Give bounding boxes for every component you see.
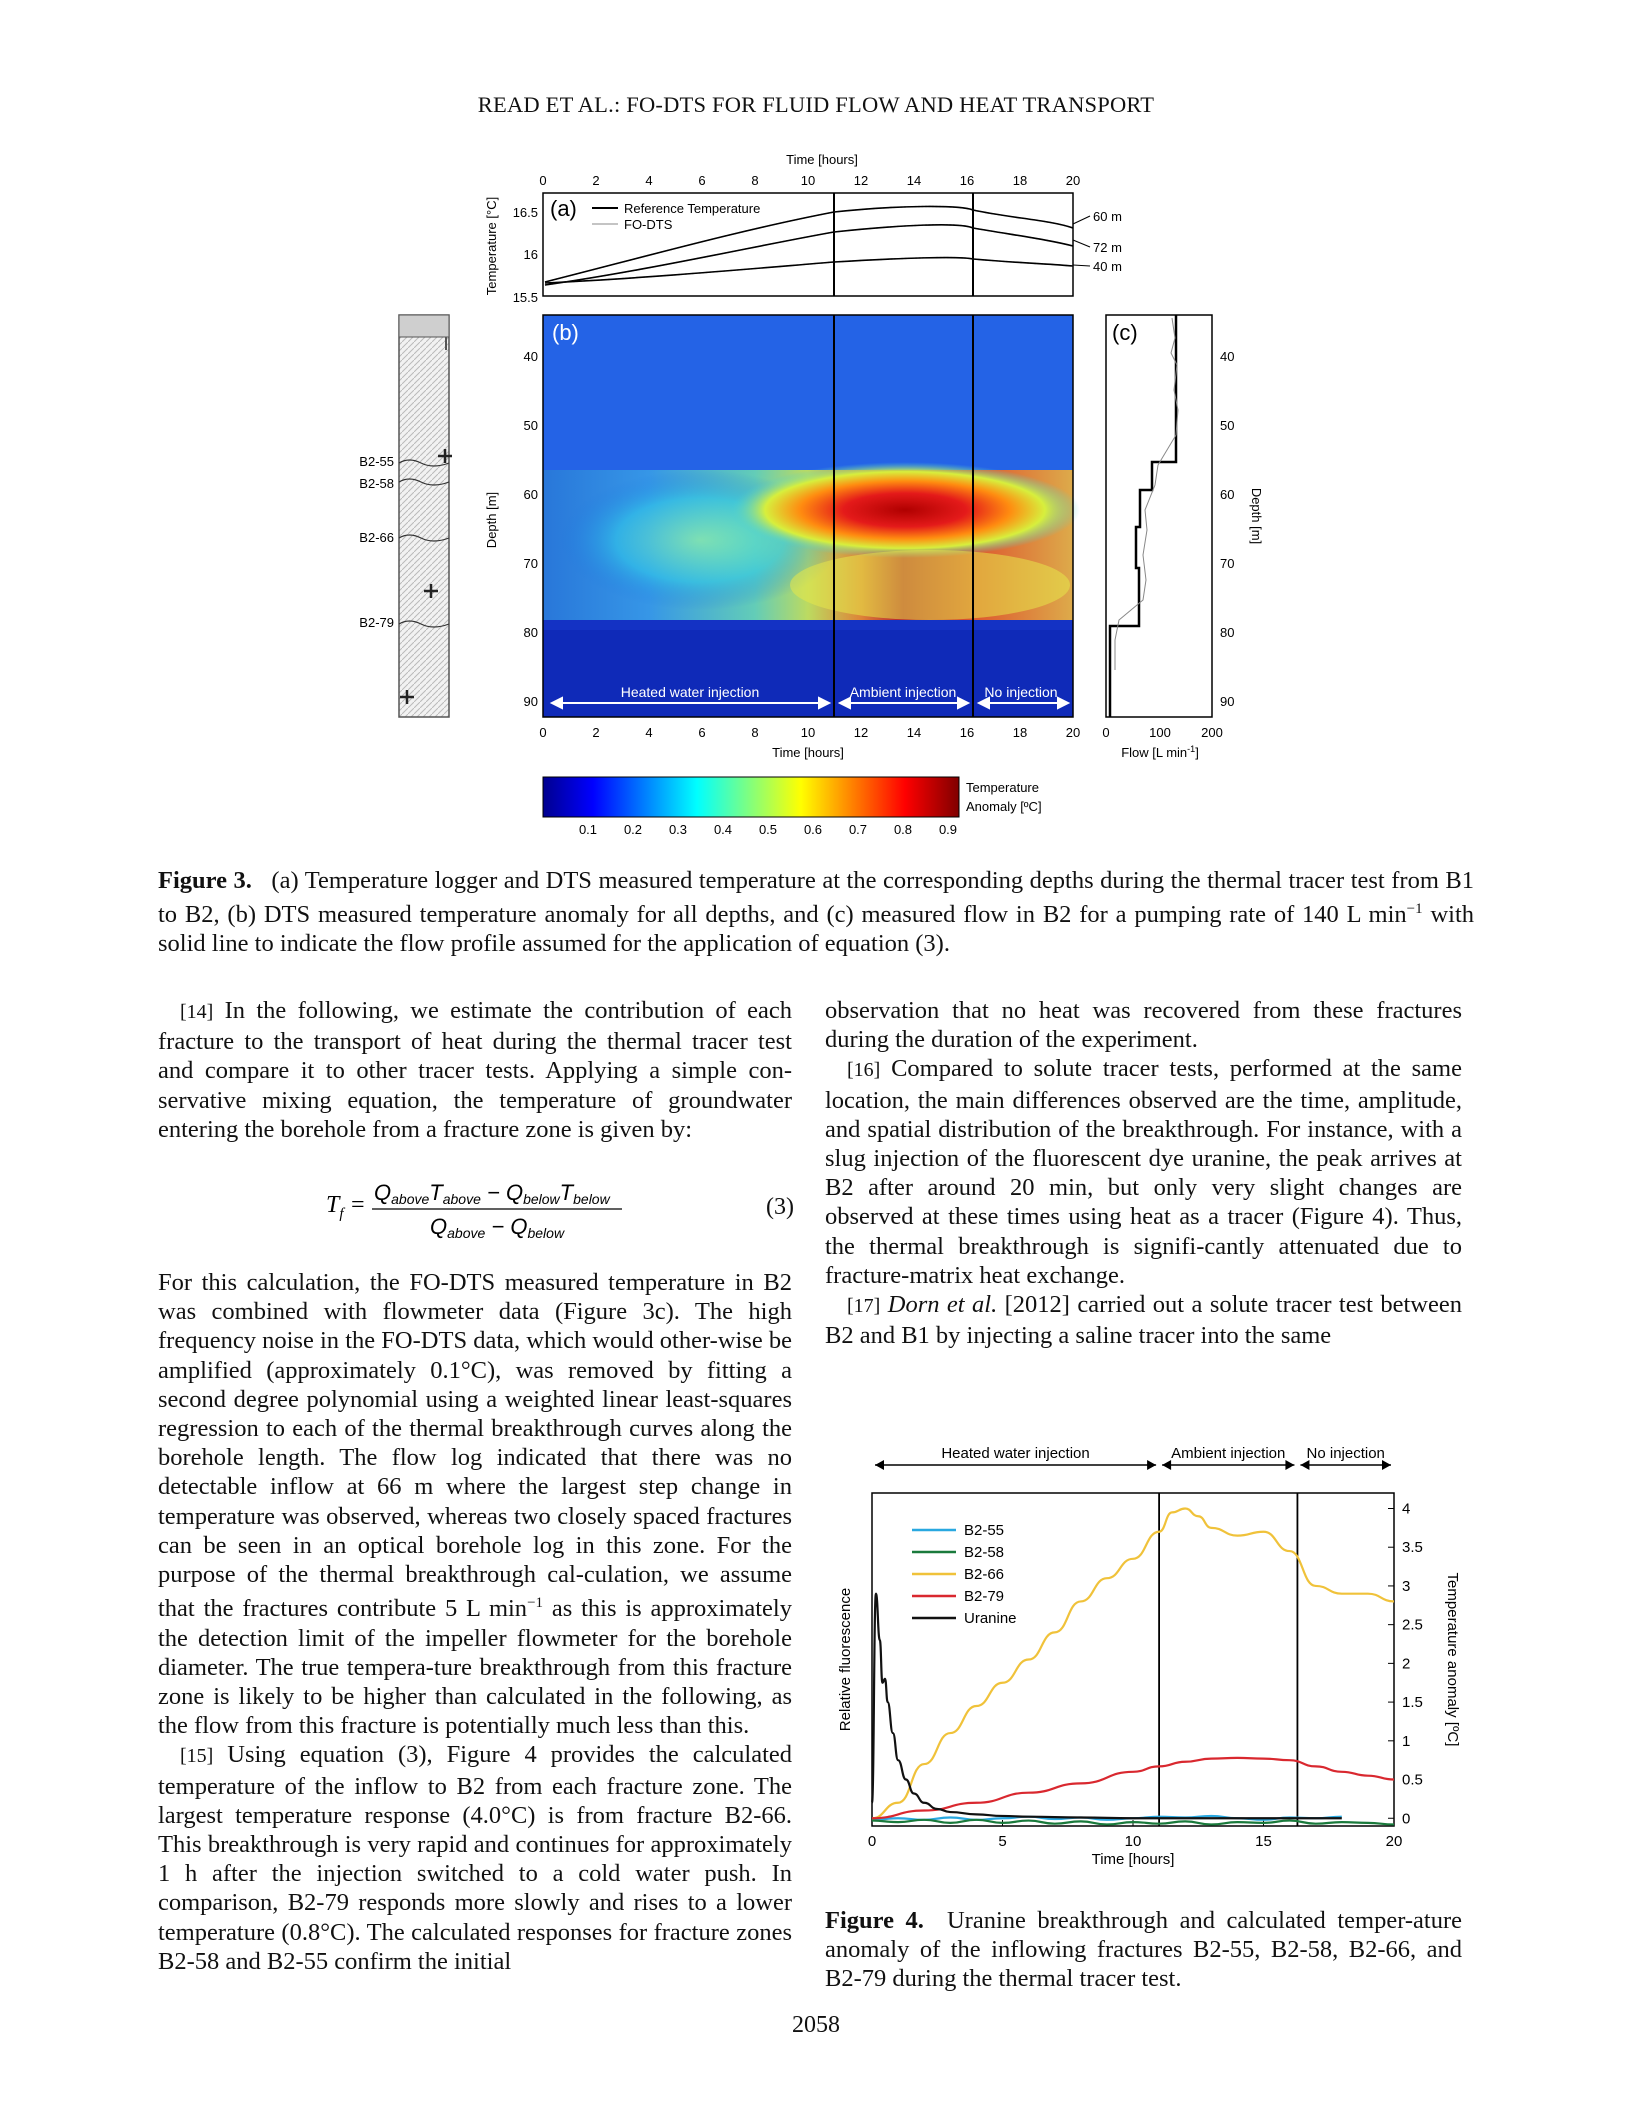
svg-text:50: 50 xyxy=(1220,418,1235,433)
paragraph-17: [17] Dorn et al. [2012] carried out a solute tracer test between B2 and B1 by injecting a saline tracer into the same xyxy=(825,1291,1462,1350)
svg-text:4: 4 xyxy=(645,173,653,188)
svg-text:14: 14 xyxy=(906,725,922,740)
x-tick-label: 10 xyxy=(1124,1833,1142,1850)
svg-text:0.9: 0.9 xyxy=(938,822,958,837)
y-tick-label: 2 xyxy=(1402,1655,1411,1673)
svg-text:16: 16 xyxy=(959,173,975,188)
legend-label: B2-66 xyxy=(964,1566,1005,1583)
left-column-bottom xyxy=(158,1268,792,1976)
svg-text:200: 200 xyxy=(1201,725,1223,740)
svg-text:20: 20 xyxy=(1065,725,1081,740)
phase-label: No injection xyxy=(1306,1445,1385,1462)
panel-a-legend-reference: Reference Temperature xyxy=(624,201,761,216)
svg-text:0.6: 0.6 xyxy=(803,822,823,837)
svg-text:10: 10 xyxy=(800,173,816,188)
borehole-label-b2-79: B2-79 xyxy=(359,615,394,630)
panel-c-xlabel: Flow [L $\min^{-1}$] xyxy=(1121,744,1199,760)
phase-label: Heated water injection xyxy=(941,1445,1090,1462)
y-tick-label: 4 xyxy=(1402,1500,1411,1518)
borehole-label-b2-55: B2-55 xyxy=(359,454,394,469)
equation-number: (3) xyxy=(766,1194,794,1220)
svg-text:15.5: 15.5 xyxy=(512,290,538,305)
panel-b-phase-none: No injection xyxy=(984,684,1058,700)
figure-3 xyxy=(0,0,1632,850)
svg-text:0.5: 0.5 xyxy=(758,822,778,837)
panel-c-label: (c) xyxy=(1112,320,1138,345)
figure-4-chart xyxy=(820,1385,1480,1868)
panel-a-legend-fodts: FO-DTS xyxy=(624,217,673,232)
borehole-log xyxy=(359,315,452,717)
svg-text:0: 0 xyxy=(1102,725,1110,740)
x-tick-label: 15 xyxy=(1255,1833,1272,1850)
panel-b-label: (b) xyxy=(552,320,579,345)
svg-text:10: 10 xyxy=(800,725,816,740)
panel-a-yticks xyxy=(513,205,538,305)
svg-text:0: 0 xyxy=(539,725,547,740)
y-tick-label: 3 xyxy=(1402,1577,1411,1595)
svg-text:40: 40 xyxy=(1220,349,1235,364)
figure-4-plot-frame xyxy=(872,1493,1394,1826)
svg-text:18: 18 xyxy=(1012,173,1028,188)
panel-b-ylabel: Depth [m] xyxy=(484,491,499,549)
svg-text:20: 20 xyxy=(1065,173,1081,188)
svg-text:Tf =: $T_f$ = xyxy=(326,1192,366,1222)
colorbar xyxy=(543,777,1042,837)
svg-text:70: 70 xyxy=(523,556,538,571)
paragraph-14: [14] In the following, we estimate the contribution of each fracture to the transport of heat during the thermal tracer test and compare it to other tracer tests. Applying a simple con-servative mixing equation, the temperature of groundwater entering the borehole from a fracture zone is given by: xyxy=(158,997,792,1143)
borehole-label-b2-58: B2-58 xyxy=(359,476,394,491)
svg-text:8: 8 xyxy=(751,725,759,740)
y-tick-label: 1.5 xyxy=(1402,1694,1423,1712)
paragraph-continued: observation that no heat was recovered from these fractures during the duration of the experiment. xyxy=(825,997,1462,1054)
colorbar-label-2: Anomaly [ºC] xyxy=(966,799,1042,814)
x-tick-label: 0 xyxy=(867,1833,877,1850)
panel-a-top-axis-title: Time [hours] xyxy=(786,152,858,167)
svg-text:0.7: 0.7 xyxy=(848,822,868,837)
svg-text:0.4: 0.4 xyxy=(713,822,733,837)
page-number: 2058 xyxy=(792,2012,840,2038)
x-tick-label: 5 xyxy=(998,1833,1007,1850)
figure-3-caption-label: Figure 3. xyxy=(158,867,252,894)
panel-b-phase-heated: Heated water injection xyxy=(620,684,760,700)
figure-4-caption: Figure 4. Uranine breakthrough and calculated temper-ature anomaly of the inflowing fractures B2-55, B2-58, B2-66, and B2-79 during the thermal tracer test. xyxy=(825,1907,1462,1993)
panel-a-frame xyxy=(543,193,1073,296)
svg-text:90: 90 xyxy=(523,694,538,709)
running-header: READ ET AL.: FO-DTS FOR FLUID FLOW AND HEAT TRANSPORT xyxy=(477,92,1155,117)
panel-a-depth-60: 60 m xyxy=(1093,209,1122,224)
paragraph-16: [16] Compared to solute tracer tests, performed at the same location, the main differences observed are the time, amplitude, and spatial distribution of the breakthrough. For instance, with a slug injection of the fluorescent dye uranine, the peak arrives at B2 after around 20 min, but only very slight changes are observed at these times using heat as a tracer (Figure 4). Thus, the thermal breakthrough is signifi-cantly attenuated due to fracture-matrix heat exchange. xyxy=(825,1055,1462,1289)
svg-text:0.3: 0.3 xyxy=(668,822,688,837)
svg-text:60: 60 xyxy=(523,487,538,502)
y-tick-label: 3.5 xyxy=(1402,1539,1423,1557)
paragraph-calculation: For this calculation, the FO-DTS measured temperature in B2 was combined with flowmeter data (Figure 3c). The high frequency noise in the FO-DTS data, which would other-wise be amplified (approximately 0.1°C), was removed by fitting a second degree polynomial using a weighted linear least-squares regression to each of the thermal breakthrough curves along the borehole length. The flow log indicated that there was no detectable inflow at 66 m where the largest step change in temperature was observed, whereas two closely spaced fractures can be seen in an optical borehole log in this zone. For the purpose of the thermal breakthrough cal-culation, we assume that the fractures contribute 5 L $\min^{-1}$ as this is approximately the detection limit of the impeller flowmeter for the borehole diameter. The true tempera-ture breakthrough from this fracture zone is likely to be higher than calculated in the following, as the flow from this fracture is potentially much less than this. xyxy=(158,1269,792,1740)
svg-text:2: 2 xyxy=(592,725,600,740)
panel-b-yticks xyxy=(524,349,538,709)
legend-label: B2-79 xyxy=(964,1588,1005,1605)
svg-text:12: 12 xyxy=(853,173,869,188)
colorbar-label-1: Temperature xyxy=(966,780,1039,795)
svg-text:6: 6 xyxy=(698,173,706,188)
svg-text:0.1: 0.1 xyxy=(578,822,598,837)
figure-3-caption: Figure 3. (a) Temperature logger and DTS measured temperature at the corresponding depths during the thermal tracer test from B1 to B2, (b) DTS measured temperature anomaly for all depths, and (c) measured flow in B2 for a pumping rate of 140 L $\min^{-1}$ with solid line to indicate the flow profile assumed for the application of equation (3). xyxy=(158,867,1474,958)
panel-a-ylabel: Temperature [°C] xyxy=(484,196,499,296)
svg-text:0: 0 xyxy=(539,173,547,188)
svg-text:90: 90 xyxy=(1220,694,1235,709)
legend-label: B2-55 xyxy=(964,1522,1005,1539)
x-axis-label: Time [hours] xyxy=(1091,1851,1175,1868)
svg-text:2: 2 xyxy=(592,173,600,188)
panel-c-yticks xyxy=(1220,349,1234,709)
svg-text:QaboveTabove − QbelowTbelow: QaboveTabove − QbelowTbelow xyxy=(374,1180,610,1207)
left-column-top xyxy=(158,996,792,1144)
svg-text:100: 100 xyxy=(1149,725,1171,740)
figure-3-caption-text: (a) Temperature logger and DTS measured temperature at the corresponding depths during the thermal tracer test from B1 to B2, (b) DTS measured temperature anomaly for all depths, and (c) measured flow in B2 for a pumping rate of 140 L min xyxy=(158,867,1474,929)
svg-text:0.2: 0.2 xyxy=(623,822,643,837)
svg-text:18: 18 xyxy=(1012,725,1028,740)
colorbar-ticks xyxy=(579,822,957,837)
panel-a xyxy=(484,152,1122,305)
panel-b-xlabel: Time [hours] xyxy=(772,745,844,760)
svg-text:50: 50 xyxy=(523,418,538,433)
svg-text:80: 80 xyxy=(523,625,538,640)
svg-text:0.8: 0.8 xyxy=(893,822,913,837)
panel-a-label: (a) xyxy=(550,196,577,221)
y-tick-label: 0.5 xyxy=(1402,1771,1423,1789)
svg-text:6: 6 xyxy=(698,725,706,740)
panel-c-xticks xyxy=(1102,725,1222,740)
phase-label: Ambient injection xyxy=(1171,1445,1286,1462)
y-tick-label: 1 xyxy=(1402,1732,1411,1750)
equation-3 xyxy=(300,1174,800,1244)
svg-text:60: 60 xyxy=(1220,487,1235,502)
svg-text:16: 16 xyxy=(523,247,538,262)
panel-a-depth-72: 72 m xyxy=(1093,240,1122,255)
legend-label: B2-58 xyxy=(964,1544,1005,1561)
svg-text:40: 40 xyxy=(523,349,538,364)
y-axis-label-right: Temperature anomaly [ºC] xyxy=(1444,1572,1461,1747)
y-axis-label-left: Relative fluorescence xyxy=(837,1587,854,1732)
svg-text:Qabove − Qbelow: Qabove − Qbelow xyxy=(430,1214,565,1241)
svg-text:16.5: 16.5 xyxy=(512,205,538,220)
right-column-top xyxy=(825,996,1462,1350)
svg-text:12: 12 xyxy=(853,725,869,740)
panel-c xyxy=(1102,315,1264,760)
borehole-label-b2-66: B2-66 xyxy=(359,530,394,545)
panel-b-xticks xyxy=(539,725,1080,740)
x-tick-label: 20 xyxy=(1385,1833,1403,1850)
y-tick-label: 2.5 xyxy=(1402,1616,1423,1634)
panel-a-xticks xyxy=(539,173,1080,188)
svg-text:16: 16 xyxy=(959,725,975,740)
svg-text:14: 14 xyxy=(906,173,922,188)
panel-b-phase-ambient: Ambient injection xyxy=(849,684,957,700)
paragraph-15: [15] Using equation (3), Figure 4 provides the calculated temperature of the inflow to B2 from each fracture zone. The largest temperature response (4.0°C) is from fracture B2-66. This breakthrough is very rapid and continues for approximately 1 h after the injection switched to a cold water push. In comparison, B2-79 responds more slowly and rises to a lower temperature (0.8°C). The calculated responses for fracture zones B2-58 and B2-55 confirm the initial xyxy=(158,1741,793,1975)
y-tick-label: 0 xyxy=(1402,1810,1411,1828)
panel-c-ylabel: Depth [m] xyxy=(1249,487,1264,545)
svg-text:4: 4 xyxy=(645,725,653,740)
svg-text:80: 80 xyxy=(1220,625,1235,640)
panel-b xyxy=(484,315,1080,760)
legend-label: Uranine xyxy=(964,1610,1017,1627)
panel-a-depth-40: 40 m xyxy=(1093,259,1122,274)
svg-text:8: 8 xyxy=(751,173,759,188)
svg-text:70: 70 xyxy=(1220,556,1235,571)
